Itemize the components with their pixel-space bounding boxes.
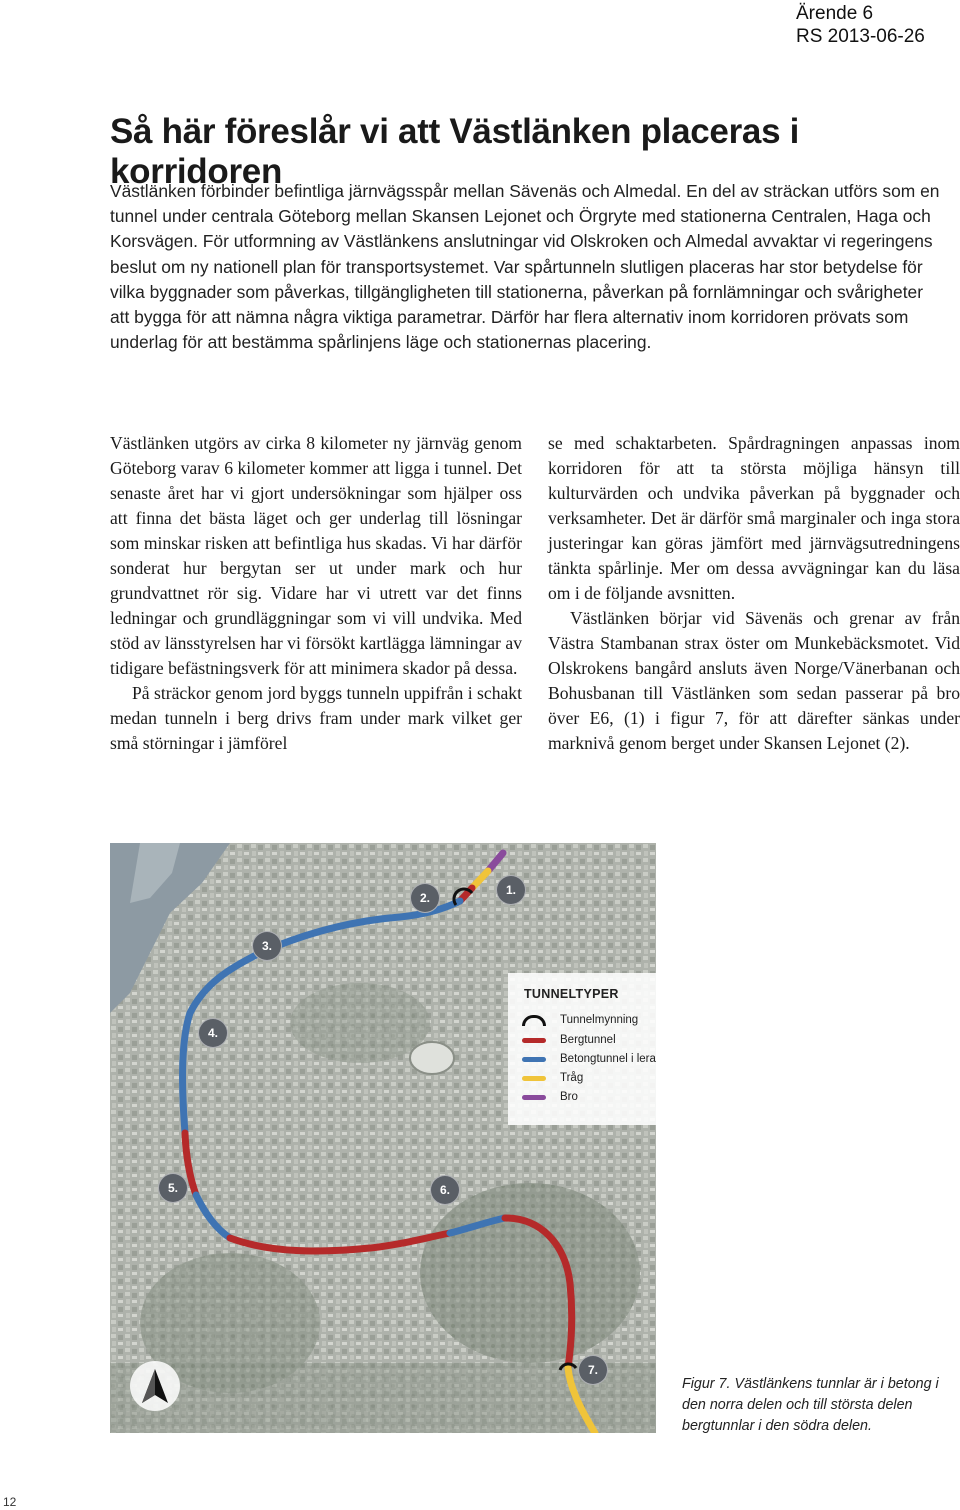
figure-caption: Figur 7. Västlänkens tunnlar är i betong i den norra delen och till största delen bergtunnlar i den södra delen. (682, 1376, 939, 1434)
legend-swatch (522, 1076, 546, 1081)
page-title: Så här föreslår vi att Västlänken placeras i korridoren (110, 112, 800, 191)
legend-swatch (522, 1057, 546, 1062)
north-arrow-icon (130, 1361, 180, 1411)
case-number: Ärende 6 (796, 3, 874, 24)
map-marker-6: 6. (430, 1175, 460, 1205)
body-paragraph: Västlänken utgörs av cirka 8 kilometer ny järnväg genom Göteborg varav 6 kilometer kommer att ligga i tunnel. Det senaste året har vi gjort undersökningar som hjälper oss att finna det bästa läget och ger underlag till lösningar som minskar risken att befintliga hus skadas. Vi har därför sonderat hur bergytan ser ut under mark och hur grundvattnet rör sig. Vidare har vi utrett var det finns ledningar och grundläggningar som vi vill undvika. Med stöd av länsstyrelsen har vi försökt kartlägga lämningar av tidigare befästningsverk för att minimera skador på dessa. (110, 433, 522, 678)
map-marker-3: 3. (252, 931, 282, 961)
map-marker-1: 1. (496, 875, 526, 905)
map-legend (508, 973, 656, 1125)
legend-swatch (522, 1095, 546, 1100)
map-marker-7: 7. (578, 1355, 608, 1385)
map-marker-5: 5. (158, 1173, 188, 1203)
map-graphic (110, 843, 656, 1433)
legend-item-trag: Tråg (522, 1069, 583, 1087)
body-paragraph: Västlänken börjar vid Sävenäs och grenar av från Västra Stambanan strax öster om Munkebäcksmotet. Vid Olskrokens bangård ansluts även Norge/Vänerbanan och Bohusbanan till Västlänken som sedan passerar på bro över E6, (1) i figur 7, för att därefter sänkas under marknivå genom berget under Skansen Lejonet (2). (548, 608, 960, 753)
body-paragraph: se med schaktarbeten. Spårdragningen anpassas inom korridoren för att ta största möjliga hänsyn till kulturvärden och undvika påverkan på byggnader och verksamheter. Det är därför små marginaler och inga stora justeringar kan göras jämfört med järnvägsutredningens tänkta spårlinje. Mer om dessa avvägningar kan du läsa om i de följande avsnitten. (548, 433, 960, 603)
legend-swatch (522, 1038, 546, 1043)
tunnel-map (110, 843, 656, 1433)
body-column-right (548, 431, 960, 756)
page-number: 12 (3, 1495, 17, 1509)
legend-title: TUNNELTYPER (524, 987, 619, 1001)
tunnel-mouth-icon (522, 1015, 546, 1026)
map-marker-4: 4. (198, 1018, 228, 1048)
body-column-left (110, 431, 522, 756)
case-reference (796, 2, 925, 48)
body-paragraph: På sträckor genom jord byggs tunneln uppifrån i schakt medan tunneln i berg drivs fram under mark vilket ger små störningar i jämförel (110, 683, 522, 753)
legend-item-betongtunnel: Betongtunnel i lera (522, 1050, 656, 1068)
legend-item-bergtunnel: Bergtunnel (522, 1031, 616, 1049)
map-marker-2: 2. (410, 883, 440, 913)
case-date: RS 2013-06-26 (796, 26, 925, 47)
legend-item-tunnelmynning: Tunnelmynning (522, 1011, 638, 1029)
intro-paragraph: Västlänken förbinder befintliga järnvägsspår mellan Sävenäs och Almedal. En del av sträckan utförs som en tunnel under centrala Göteborg mellan Skansen Lejonet och Örgryte med stationerna Centralen, Haga och Korsvägen. För utformning av Västlänkens anslutningar vid Olskroken och Almedal avvaktar vi regeringens beslut om ny nationell plan för transportsystemet. Var spårtunneln slutligen placeras har stor betydelse för vilka byggnader som påverkas, tillgängligheten till stationerna, påverkan på fornlämningar och svårigheter att bygga för att nämna några viktiga parametrar. Därför har flera alternativ inom korridoren prövats som underlag för att bestämma spårlinjens läge och stationernas placering. (110, 181, 940, 353)
legend-item-bro: Bro (522, 1088, 578, 1106)
